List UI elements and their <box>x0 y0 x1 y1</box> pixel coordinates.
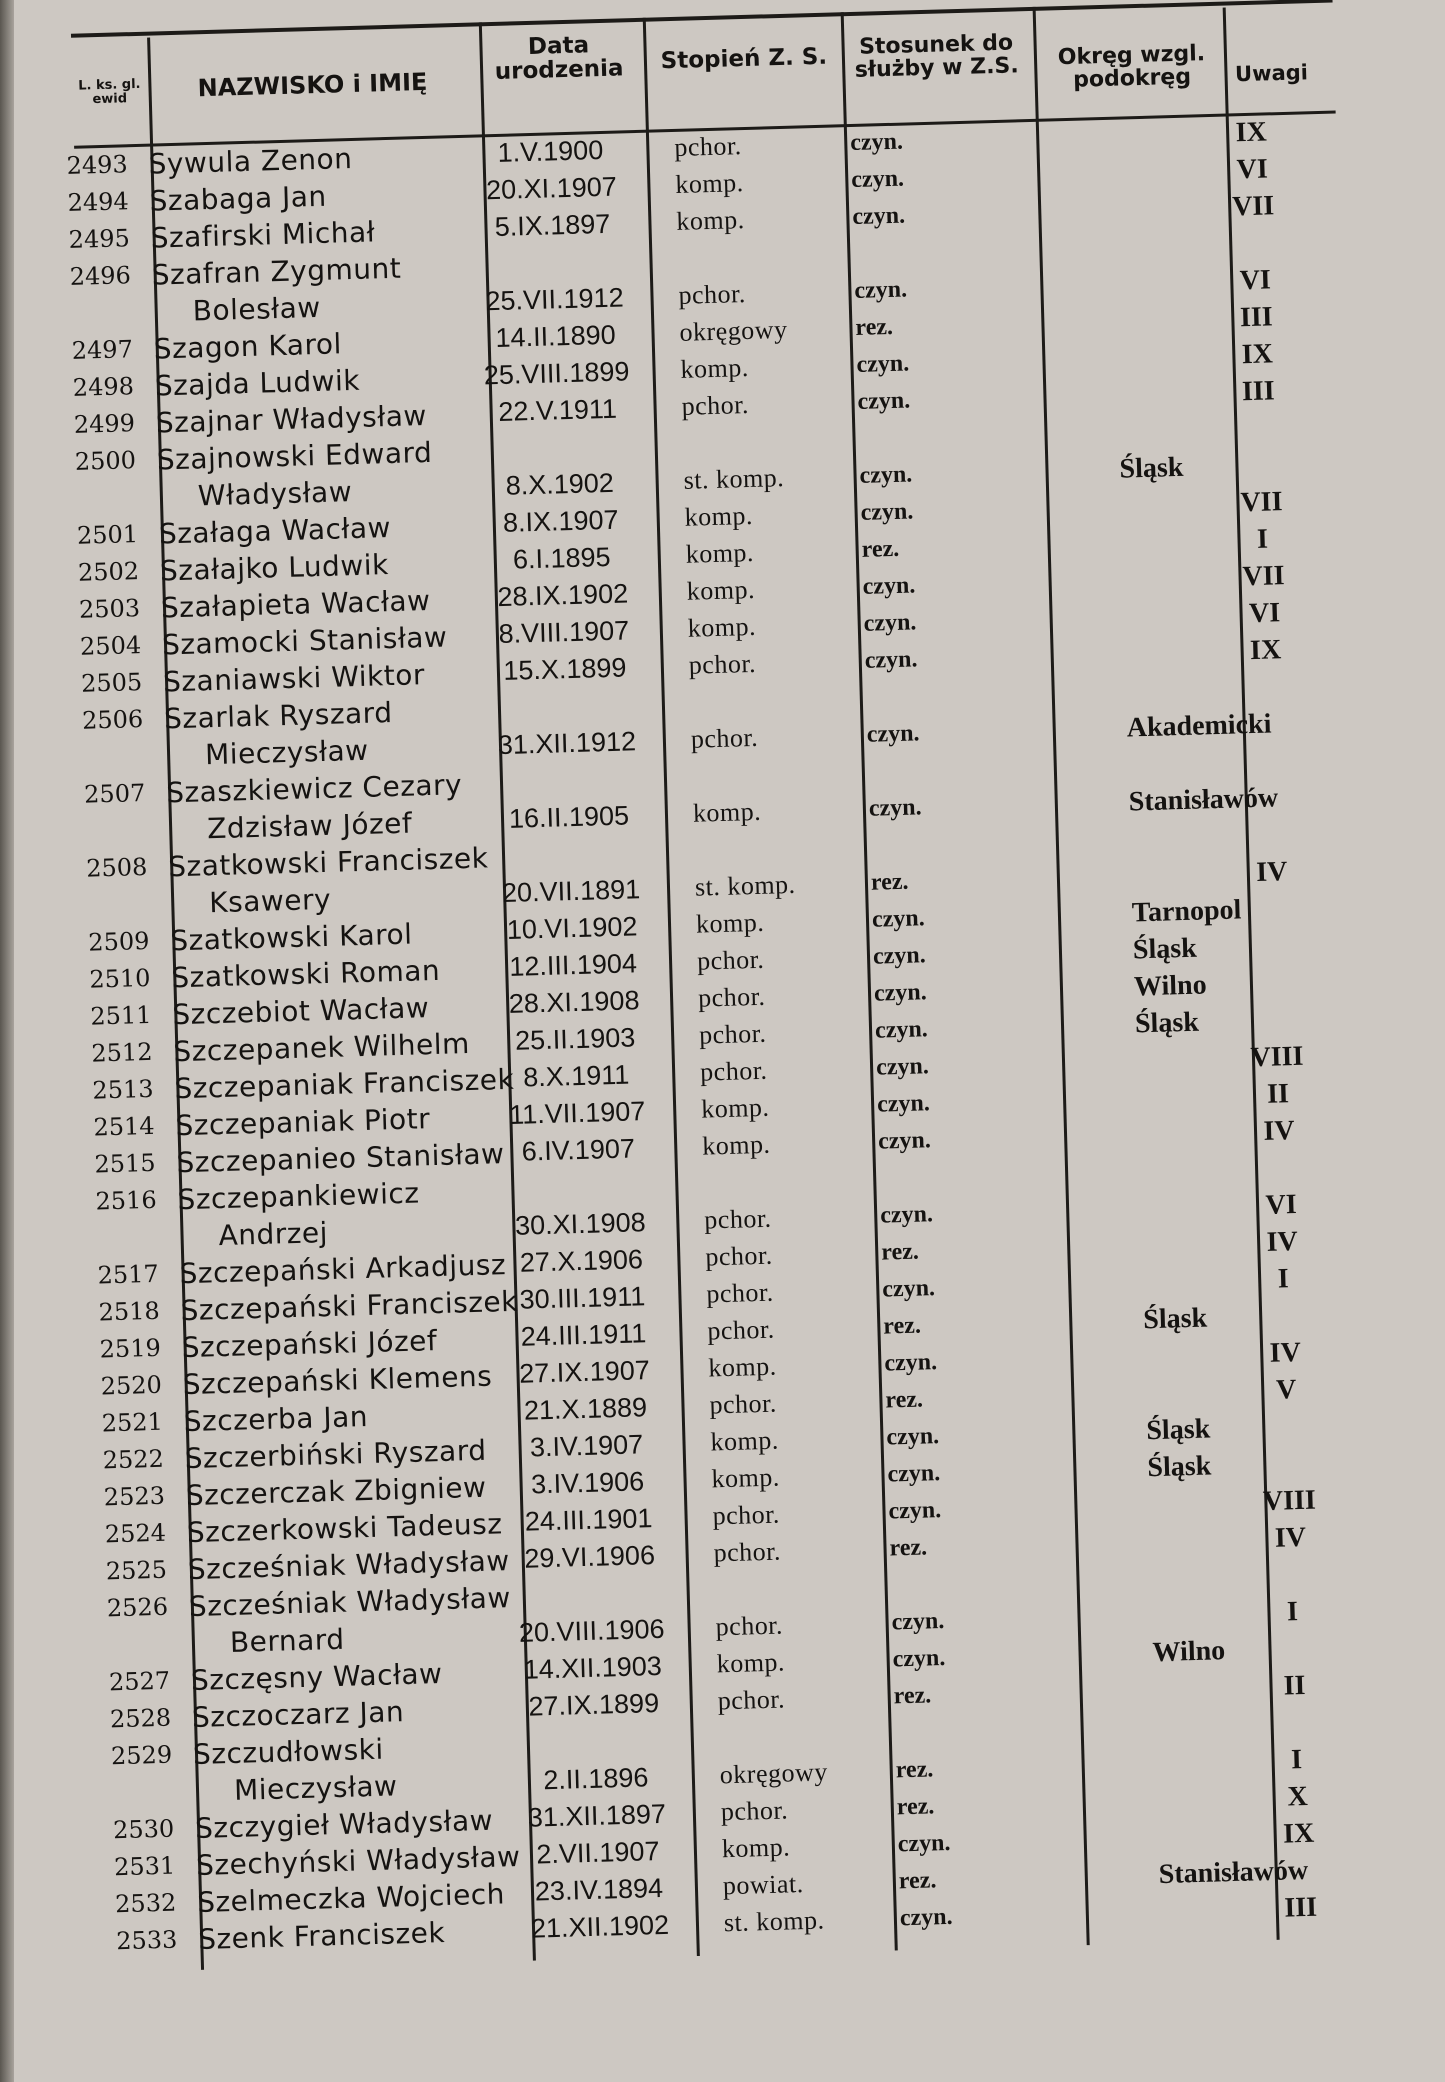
row-number: 2505 <box>80 668 143 698</box>
row-rank: komp. <box>680 352 750 384</box>
row-number: 2508 <box>85 852 148 883</box>
row-number: 2523 <box>103 1481 166 1512</box>
row-service: czyn. <box>876 1090 931 1118</box>
row-service: czyn. <box>852 202 906 231</box>
row-district: Śląsk <box>1132 932 1198 966</box>
row-name: Szczepanek Wilhelm <box>172 1027 471 1069</box>
row-birth-date: 6.IV.1907 <box>521 1133 636 1167</box>
row-name: Szamocki Stanisław <box>161 620 448 662</box>
row-number: 2525 <box>105 1555 168 1586</box>
row-name: Szczepański Arkadjusz <box>179 1248 507 1291</box>
row-rank: pchor. <box>704 1240 773 1272</box>
row-service: czyn. <box>871 905 925 933</box>
row-birth-date: 24.III.1911 <box>520 1318 647 1352</box>
row-district: VI <box>1239 264 1272 297</box>
row-number: 2503 <box>78 594 141 624</box>
row-rank: pchor. <box>697 981 766 1013</box>
row-number: 2516 <box>95 1185 158 1216</box>
header-col-service <box>843 31 1029 82</box>
row-service: rez. <box>885 1386 924 1414</box>
row-name: Szaniawski Wiktor <box>162 658 426 699</box>
row-rank: pchor. <box>705 1277 775 1309</box>
row-rank: komp. <box>684 500 754 532</box>
row-name-continued: Władysław <box>197 475 353 513</box>
row-name: Szczepankiewicz <box>177 1176 420 1217</box>
row-district: I <box>1290 1744 1303 1776</box>
row-district: IV <box>1274 1521 1307 1554</box>
row-service: czyn. <box>864 646 918 674</box>
row-service: czyn. <box>875 1053 930 1081</box>
row-district: IV <box>1269 1336 1302 1369</box>
row-rank: pchor. <box>699 1055 768 1087</box>
row-rank: okręgowy <box>719 1757 829 1790</box>
header-col-no-line1: L. ks. gl. <box>78 76 141 94</box>
row-birth-date: 8.VIII.1907 <box>498 615 630 650</box>
row-service: czyn. <box>884 1349 938 1377</box>
row-rank: pchor. <box>681 389 750 421</box>
row-number: 2500 <box>74 446 137 476</box>
row-rank: pchor. <box>715 1610 784 1642</box>
row-number: 2533 <box>115 1925 178 1956</box>
row-number: 2514 <box>93 1111 155 1142</box>
row-name: Szafran Zygmunt <box>151 251 402 292</box>
row-name: Szafirski Michał <box>150 215 376 255</box>
row-rank: komp. <box>721 1832 791 1864</box>
row-number: 2498 <box>72 372 135 402</box>
row-rank: pchor. <box>717 1684 786 1716</box>
row-rank: st. komp. <box>723 1905 825 1938</box>
row-birth-date: 21.X.1889 <box>523 1392 648 1426</box>
row-service: czyn. <box>849 128 904 157</box>
row-number: 2510 <box>88 963 151 994</box>
row-service: czyn. <box>850 165 905 194</box>
row-birth-date: 1.V.1900 <box>497 134 604 168</box>
row-birth-date: 27.IX.1907 <box>518 1355 651 1389</box>
row-number: 2511 <box>90 1000 152 1031</box>
row-birth-date: 6.I.1895 <box>512 541 611 575</box>
header-col-date <box>483 32 634 84</box>
row-birth-date: 27.IX.1899 <box>528 1687 660 1722</box>
row-birth-date: 30.XI.1908 <box>514 1207 647 1241</box>
row-name: Szaszkiewicz Cezary <box>165 768 463 810</box>
header-col-service-line2: służby w Z.S. <box>854 53 1020 83</box>
row-birth-date: 31.XII.1897 <box>527 1798 667 1833</box>
row-service: czyn. <box>899 1903 953 1932</box>
row-birth-date: 14.II.1890 <box>495 319 617 354</box>
row-number: 2502 <box>77 557 140 587</box>
row-district: IX <box>1235 116 1268 149</box>
row-name-continued: Bolesław <box>192 290 322 328</box>
row-service: rez. <box>893 1682 932 1710</box>
row-district: Śląsk <box>1134 1006 1200 1040</box>
header-col-district <box>1039 42 1225 93</box>
row-birth-date: 25.VII.1912 <box>485 282 625 317</box>
row-name-continued: Bernard <box>229 1622 345 1659</box>
row-district: II <box>1283 1669 1306 1702</box>
row-number: 2522 <box>102 1444 165 1475</box>
row-district: Wilno <box>1133 969 1208 1003</box>
header-col-rank: Stopień Z. S. <box>660 43 828 75</box>
row-birth-date: 20.VII.1891 <box>501 874 641 909</box>
header-col-no <box>74 78 145 107</box>
row-name: Szenk Franciszek <box>197 1916 446 1956</box>
row-rank: komp. <box>674 168 745 199</box>
row-rank: pchor. <box>712 1499 781 1531</box>
row-number: 2504 <box>79 631 142 661</box>
row-service: czyn. <box>892 1644 946 1673</box>
row-birth-date: 31.XII.1912 <box>497 726 637 761</box>
row-name: Szałapieta Wacław <box>160 583 431 625</box>
row-service: rez. <box>880 1238 920 1266</box>
row-name: Szczoczarz Jan <box>191 1695 405 1735</box>
row-number: 2518 <box>98 1296 161 1327</box>
row-rank: pchor. <box>703 1203 772 1235</box>
row-birth-date: 25.II.1903 <box>514 1022 636 1056</box>
row-number: 2507 <box>83 778 146 809</box>
row-number: 2495 <box>68 224 131 254</box>
row-name-continued: Andrzej <box>218 1216 329 1253</box>
row-rank: pchor. <box>690 722 759 754</box>
row-birth-date: 21.XII.1902 <box>530 1909 670 1944</box>
row-number: 2526 <box>106 1592 169 1623</box>
row-district: Wilno <box>1152 1635 1226 1669</box>
row-name: Szczygieł Władysław <box>194 1803 494 1845</box>
row-rank: pchor. <box>673 131 743 162</box>
row-number: 2499 <box>73 409 136 439</box>
row-birth-date: 8.X.1911 <box>522 1059 630 1093</box>
row-name: Szatkowski Franciszek <box>167 841 489 884</box>
row-district: VIII <box>1262 1484 1317 1518</box>
row-number: 2521 <box>101 1407 164 1438</box>
row-name: Szatkowski Roman <box>170 953 441 995</box>
row-district: I <box>1277 1263 1290 1295</box>
row-district: IV <box>1255 856 1288 888</box>
row-rank: pchor. <box>696 944 765 976</box>
row-district: VII <box>1242 560 1285 593</box>
row-birth-date: 11.VII.1907 <box>508 1096 646 1130</box>
row-birth-date: 5.IX.1897 <box>494 208 611 243</box>
row-district: VII <box>1231 190 1275 223</box>
row-rank: komp. <box>695 907 765 939</box>
row-number: 2528 <box>109 1703 172 1734</box>
row-birth-date: 14.XII.1903 <box>523 1650 663 1685</box>
row-service: czyn. <box>888 1497 942 1525</box>
row-district: Śląsk <box>1142 1302 1208 1336</box>
row-service: rez. <box>898 1867 937 1895</box>
row-district: VIII <box>1250 1040 1304 1074</box>
row-number: 2529 <box>110 1740 173 1771</box>
row-number: 2512 <box>91 1037 153 1068</box>
row-service: czyn. <box>874 1016 929 1044</box>
row-rank: komp. <box>716 1647 786 1679</box>
row-birth-date: 28.XI.1908 <box>508 985 640 1019</box>
row-number: 2524 <box>104 1518 167 1549</box>
row-service: czyn. <box>862 572 916 600</box>
row-birth-date: 28.IX.1902 <box>497 578 629 613</box>
header-col-district-line1: Okręg wzgl. <box>1057 41 1206 71</box>
row-district: III <box>1239 301 1274 334</box>
row-district: Śląsk <box>1119 451 1184 485</box>
row-name: Szatkowski Karol <box>169 917 413 958</box>
row-service: czyn. <box>877 1127 932 1155</box>
row-service: rez. <box>861 535 900 563</box>
row-birth-date: 12.III.1904 <box>508 948 638 982</box>
row-service: czyn. <box>856 350 910 378</box>
header-col-no-line2: ewid <box>92 90 128 107</box>
row-name: Szczepański Franciszek <box>180 1284 519 1328</box>
row-service: czyn. <box>881 1275 936 1303</box>
row-name: Szałajko Ludwik <box>159 548 390 588</box>
header-col-name: NAZWISKO i IMIĘ <box>197 67 428 103</box>
row-district: III <box>1283 1891 1318 1924</box>
row-name: Szczęsny Wacław <box>190 1657 443 1698</box>
row-district: Śląsk <box>1145 1413 1211 1447</box>
row-service: rez. <box>896 1793 935 1821</box>
row-name: Szcześniak Władysław <box>188 1581 512 1624</box>
row-service: czyn. <box>860 498 914 526</box>
register-table <box>62 0 1445 2081</box>
row-name: Szabaga Jan <box>149 179 328 218</box>
header-col-date-line1: Data <box>527 32 590 61</box>
row-name: Szczerba Jan <box>183 1400 369 1439</box>
row-birth-date: 16.II.1905 <box>508 800 630 834</box>
row-birth-date: 20.VIII.1906 <box>518 1613 665 1648</box>
row-rank: komp. <box>692 796 762 828</box>
row-name: Sywula Zenon <box>148 141 353 181</box>
row-number: 2532 <box>114 1888 177 1919</box>
row-birth-date: 3.IV.1907 <box>529 1429 644 1463</box>
row-name: Szczudłowski <box>192 1732 385 1772</box>
row-birth-date: 30.III.1911 <box>519 1281 646 1315</box>
row-rank: komp. <box>711 1462 781 1494</box>
row-number: 2497 <box>71 335 134 365</box>
row-name: Szczepaniak Piotr <box>175 1102 431 1143</box>
row-service: czyn. <box>891 1608 945 1636</box>
row-number: 2493 <box>66 150 129 180</box>
row-district: VI <box>1265 1189 1298 1221</box>
row-name: Szarlak Ryszard <box>163 696 393 736</box>
row-number: 2520 <box>100 1370 163 1401</box>
row-name: Szałaga Wacław <box>158 511 392 551</box>
row-rank: pchor. <box>678 279 747 310</box>
row-name: Szczerkowski Tadeusz <box>186 1507 503 1550</box>
row-name-continued: Mieczysław <box>204 733 369 772</box>
row-rank: komp. <box>676 205 746 236</box>
row-service: rez. <box>889 1534 928 1562</box>
row-district: VI <box>1248 597 1281 630</box>
row-district: IX <box>1282 1817 1315 1850</box>
row-rank: pchor. <box>713 1536 782 1568</box>
row-number: 2531 <box>113 1851 176 1882</box>
row-birth-date: 23.IV.1894 <box>534 1872 664 1907</box>
row-service: rez. <box>855 313 894 341</box>
row-service: czyn. <box>873 979 928 1007</box>
row-birth-date: 2.II.1896 <box>542 1762 649 1796</box>
row-number: 2509 <box>87 926 150 957</box>
row-number: 2517 <box>97 1259 160 1290</box>
row-service: czyn. <box>868 794 922 822</box>
row-name: Szczebiot Wacław <box>171 991 430 1032</box>
row-name: Szajnowski Edward <box>156 435 433 477</box>
row-service: czyn. <box>872 942 927 970</box>
row-district: II <box>1266 1078 1290 1110</box>
row-birth-date: 8.IX.1907 <box>502 504 619 538</box>
row-district: IX <box>1249 634 1282 667</box>
row-service: czyn. <box>863 609 917 637</box>
row-district: IX <box>1241 338 1274 371</box>
row-service: czyn. <box>857 387 911 415</box>
row-rank: komp. <box>710 1425 780 1457</box>
row-district: Tarnopol <box>1131 894 1242 929</box>
row-name: Szcześniak Władysław <box>187 1544 511 1587</box>
row-number: 2515 <box>94 1148 156 1179</box>
row-district: Akademicki <box>1126 708 1272 744</box>
row-name: Szczerczak Zbigniew <box>185 1470 487 1513</box>
row-birth-date: 25.VIII.1899 <box>483 356 630 391</box>
row-district: X <box>1287 1780 1309 1813</box>
row-service: rez. <box>870 868 909 896</box>
row-name: Szczepanieo Stanisław <box>176 1137 505 1180</box>
row-rank: komp. <box>700 1092 770 1124</box>
row-birth-date: 10.VI.1902 <box>506 911 638 945</box>
row-number: 2530 <box>112 1814 175 1845</box>
row-service: czyn. <box>879 1201 934 1229</box>
row-birth-date: 3.IV.1906 <box>530 1466 645 1500</box>
row-rank: pchor. <box>707 1314 776 1346</box>
row-district: I <box>1286 1596 1299 1628</box>
row-name: Szajnar Władysław <box>155 398 428 440</box>
row-service: rez. <box>895 1756 934 1784</box>
row-rank: pchor. <box>688 648 757 680</box>
row-district: Stanisławów <box>1158 1854 1309 1891</box>
row-service: czyn. <box>866 720 920 748</box>
header-col-notes: Uwagi <box>1234 60 1309 87</box>
row-name-continued: Zdzisław Józef <box>206 806 413 846</box>
row-name: Szechyński Władysław <box>195 1839 521 1882</box>
row-number: 2494 <box>67 187 130 217</box>
row-district: Stanisławów <box>1128 782 1279 818</box>
row-district: VI <box>1236 153 1269 186</box>
row-district: IV <box>1263 1115 1296 1147</box>
row-birth-date: 29.VI.1906 <box>523 1540 656 1574</box>
row-rank: komp. <box>685 537 755 569</box>
header-col-service-line1: Stosunek do <box>858 30 1014 60</box>
row-name: Szajda Ludwik <box>154 363 361 403</box>
row-number: 2501 <box>76 520 139 550</box>
row-service: czyn. <box>886 1423 940 1451</box>
row-name-continued: Mieczysław <box>233 1769 398 1807</box>
row-number: 2527 <box>108 1666 171 1697</box>
row-district: III <box>1241 375 1276 408</box>
row-birth-date: 22.V.1911 <box>497 393 618 427</box>
row-district: V <box>1275 1374 1297 1406</box>
header-top-rule <box>71 0 1333 38</box>
row-service: czyn. <box>859 461 913 489</box>
row-number: 2513 <box>92 1074 154 1105</box>
row-birth-date: 8.X.1902 <box>505 467 615 501</box>
header-col-district-line2: podokręg <box>1072 64 1192 93</box>
row-name: Szczerbiński Ryszard <box>184 1433 487 1476</box>
row-rank: pchor. <box>709 1388 778 1420</box>
row-district: I <box>1256 523 1269 555</box>
row-rank: powiat. <box>722 1869 805 1901</box>
row-rank: komp. <box>687 611 757 643</box>
row-rank: pchor. <box>698 1018 767 1050</box>
row-number: 2519 <box>99 1333 162 1364</box>
row-birth-date: 15.X.1899 <box>502 652 627 686</box>
row-district: IV <box>1266 1225 1299 1258</box>
row-service: czyn. <box>897 1829 951 1858</box>
row-name: Szczepański Klemens <box>182 1359 493 1402</box>
row-rank: komp. <box>686 574 756 606</box>
row-birth-date: 24.III.1901 <box>524 1503 653 1537</box>
row-name: Szczepański Józef <box>181 1324 438 1365</box>
book-spine-edge <box>0 0 14 2082</box>
row-name: Szagon Karol <box>153 327 343 366</box>
row-rank: okręgowy <box>679 314 788 347</box>
row-rank: st. komp. <box>694 869 796 902</box>
row-rank: pchor. <box>720 1795 789 1827</box>
row-number: 2496 <box>69 261 132 291</box>
row-rank: st. komp. <box>683 463 785 495</box>
row-name: Szelmeczka Wojciech <box>196 1877 506 1919</box>
row-birth-date: 20.XI.1907 <box>485 171 618 206</box>
header-col-date-line2: urodzenia <box>494 55 624 86</box>
row-rank: komp. <box>708 1351 778 1383</box>
row-birth-date: 27.X.1906 <box>519 1244 644 1278</box>
row-district: Śląsk <box>1146 1450 1212 1484</box>
row-service: rez. <box>882 1312 922 1340</box>
row-number: 2506 <box>81 705 144 735</box>
row-service: czyn. <box>854 276 908 304</box>
row-district: VII <box>1240 486 1283 519</box>
row-service: czyn. <box>887 1460 941 1488</box>
row-name-continued: Ksawery <box>208 882 332 920</box>
row-rank: komp. <box>701 1129 771 1161</box>
row-birth-date: 2.VII.1907 <box>535 1836 660 1870</box>
row-name: Szczepaniak Franciszek <box>173 1062 515 1106</box>
